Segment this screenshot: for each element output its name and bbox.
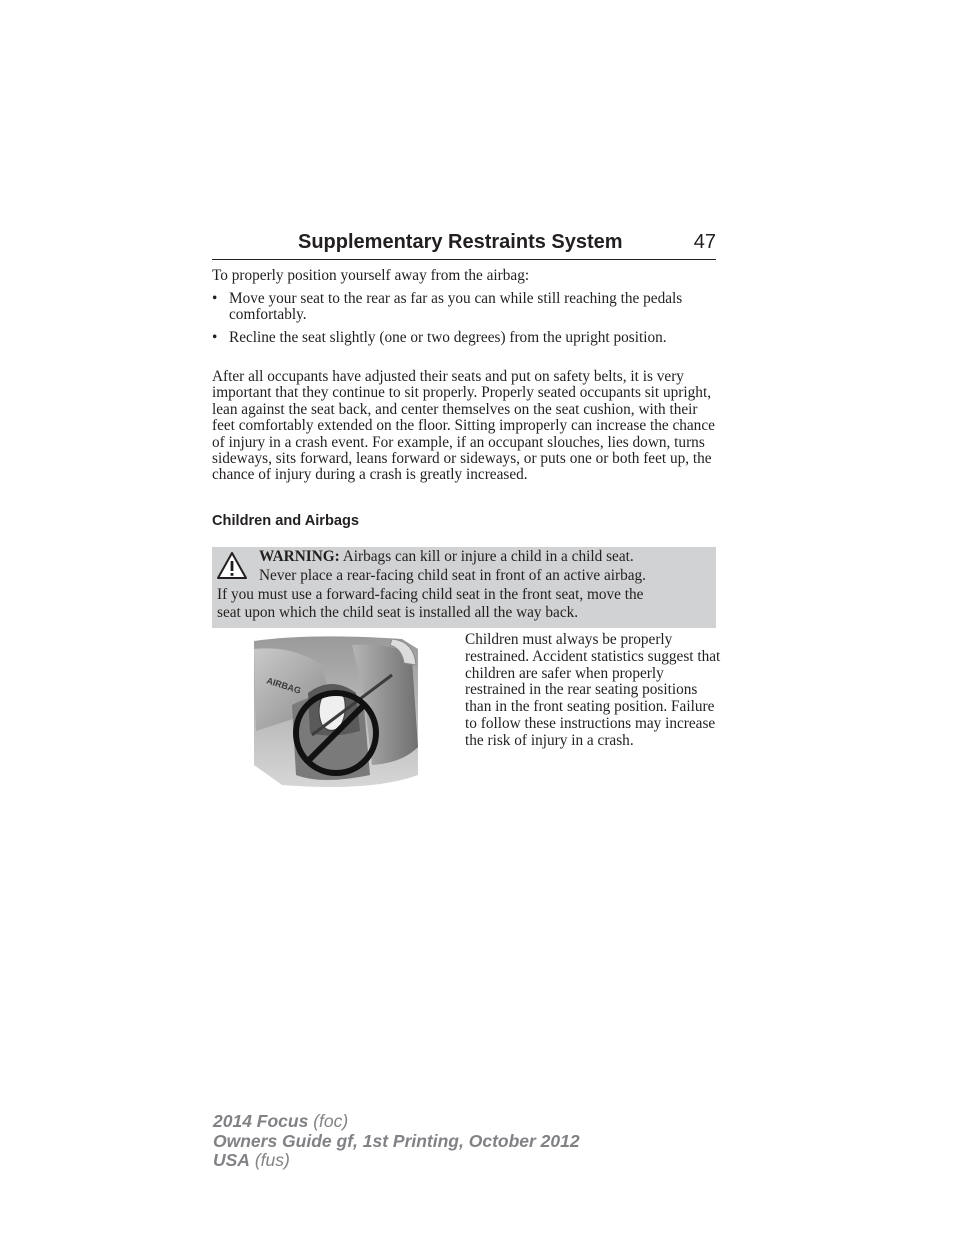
list-item <box>212 291 716 324</box>
page-header <box>212 230 716 260</box>
page-footer <box>213 1112 580 1171</box>
list-item <box>212 330 716 346</box>
bullet-text: Recline the seat slightly (one or two degrees) from the upright position. <box>229 329 667 347</box>
intro-text: To properly position yourself away from the airbag: <box>212 267 530 284</box>
bullet-list <box>212 291 716 353</box>
subheading: Children and Airbags <box>212 513 360 529</box>
warning-box <box>212 547 716 628</box>
warning-line: seat upon which the child seat is installed all the way back. <box>217 604 579 621</box>
children-restraint-paragraph: Children must always be properly restrained. Accident statistics suggest that children are safer when properly restrained in the rear seating positions than in the front seating position. Failure to follow these instructions may increase the risk of injury in a crash. <box>465 631 721 749</box>
footer-region-code: (fus) <box>249 1150 290 1170</box>
warning-line: If you must use a forward-facing child seat in the front seat, move the <box>217 586 644 603</box>
page-number: 47 <box>693 231 716 253</box>
footer-model-line <box>213 1112 580 1132</box>
warning-text: Airbags can kill or injure a child in a child seat. <box>339 548 634 565</box>
airbag-label: AIRBAG <box>265 675 303 696</box>
warning-line <box>259 548 634 565</box>
bullet-text: Move your seat to the rear as far as you can while still reaching the pedals comfortably. <box>229 290 683 324</box>
footer-model: 2014 Focus <box>213 1111 309 1131</box>
footer-model-code: (foc) <box>308 1111 349 1131</box>
footer-region-line <box>213 1151 580 1171</box>
seating-paragraph: After all occupants have adjusted their seats and put on safety belts, it is very important that they continue to sit properly. Properly seated occupants sit upright, lean against the seat back, and center themselves on the seat cushion, with their feet comfortably extended on the floor. Sitting improperly can increase the chance of injury in a crash event. For example, if an occupant slouches, lies down, turns sideways, sits forward, leans forward or sideways, or puts one or both feet up, the chance of injury during a crash is greatly increased. <box>212 368 715 484</box>
bullet-marker: • <box>212 329 218 347</box>
bullet-marker: • <box>212 290 218 307</box>
warning-label: WARNING: <box>259 548 340 565</box>
warning-triangle-icon <box>216 551 248 581</box>
section-title: Supplementary Restraints System <box>298 231 623 253</box>
footer-region: USA <box>213 1150 250 1170</box>
warning-line: Never place a rear-facing child seat in front of an active airbag. <box>259 567 647 584</box>
footer-guide: Owners Guide gf, 1st Printing, October 2012 <box>213 1130 580 1151</box>
child-seat-airbag-illustration <box>252 635 420 792</box>
